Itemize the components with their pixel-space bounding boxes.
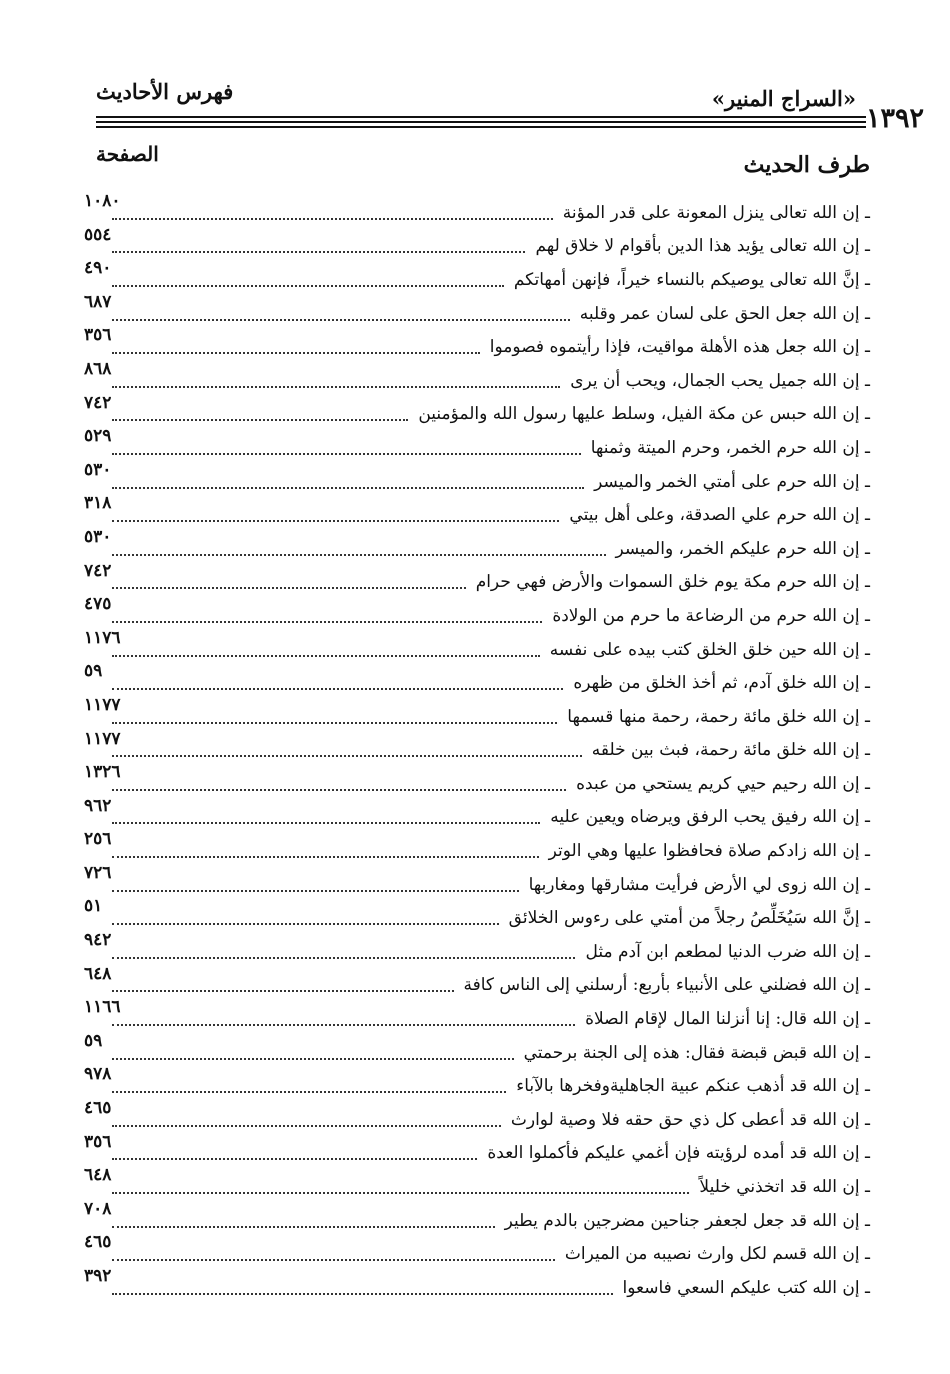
dot-leader (112, 319, 570, 321)
dot-leader (112, 990, 454, 992)
hadith-text: ـ إن الله حرم علي الصدقة، وعلى أهل بيتي (569, 505, 870, 526)
index-entry (84, 895, 870, 929)
hadith-text: ـ إن الله قد أعطى كل ذي حق حقه فلا وصية لوارث (510, 1109, 870, 1130)
index-entry (84, 1030, 870, 1064)
index-entry (84, 1265, 870, 1299)
section-title: فهرس الأحاديث (96, 79, 234, 104)
index-entry (84, 425, 870, 459)
page-reference: ٥٣٠ (84, 526, 112, 547)
hadith-text: ـ إن الله حرم عليكم الخمر، والميسر (615, 538, 870, 559)
page-reference: ١٠٨٠ (84, 191, 121, 211)
page-reference: ١١٧٧ (84, 694, 121, 715)
page-reference: ١١٧٦ (84, 627, 121, 648)
index-entry (84, 257, 870, 291)
dot-leader (112, 957, 575, 959)
hadith-text: ـ إن الله قد أذهب عنكم عبية الجاهليةوفخرها بالآباء (516, 1076, 870, 1097)
hadith-index-list (84, 190, 870, 1299)
index-entry (84, 1198, 870, 1232)
dot-leader (112, 352, 480, 354)
index-entry (84, 929, 870, 963)
page-reference: ١١٦٦ (84, 997, 121, 1018)
page-reference: ٩٤٢ (84, 930, 112, 951)
hadith-text: ـ إن الله ضرب الدنيا لمطعم ابن آدم مثل (585, 941, 870, 962)
hadith-text: ـ إن الله حين خلق الخلق كتب بيده على نفسه (549, 639, 870, 660)
dot-leader (112, 218, 553, 220)
index-entry (84, 862, 870, 896)
index-entry (84, 392, 870, 426)
hadith-column-header: طرف الحديث (743, 152, 870, 178)
page-reference: ٦٤٨ (84, 1165, 112, 1186)
index-entry (84, 996, 870, 1030)
page-reference: ٣٥٦ (84, 1131, 112, 1152)
hadith-text: ـ إن الله قد أمده لرؤيته فإن أغمي عليكم فأكملوا العدة (487, 1143, 870, 1164)
index-entry (84, 728, 870, 762)
hadith-text: ـ إن الله قال: إنا أنزلنا المال لإقام الصلاة (585, 1009, 870, 1030)
hadith-text: ـ إن الله تعالى يؤيد هذا الدين بأقوام لا خلاق لهم (535, 236, 870, 257)
dot-leader (112, 1226, 495, 1228)
header-rule-top (96, 116, 866, 118)
index-entry (84, 224, 870, 258)
book-title: «السراج المنير» (711, 86, 856, 111)
dot-leader (112, 755, 582, 757)
index-entry (84, 963, 870, 997)
dot-leader (112, 1125, 501, 1127)
dot-leader (112, 655, 540, 657)
dot-leader (112, 554, 606, 556)
index-entry (84, 324, 870, 358)
index-entry (84, 1131, 870, 1165)
page-reference: ٨٦٨ (84, 358, 112, 379)
hadith-text: ـ إنَّ الله سَيُخَلِّصُ رجلاً من أمتي على رءوس الخلائق (508, 908, 870, 929)
dot-leader (112, 856, 539, 858)
index-entry (84, 492, 870, 526)
hadith-text: ـ إن الله كتب عليكم السعي فاسعوا (622, 1277, 870, 1298)
hadith-text: ـ إن الله حرم من الرضاعة ما حرم من الولادة (552, 605, 870, 626)
page-reference: ٦٤٨ (84, 963, 112, 984)
hadith-text: ـ إن الله قد اتخذني خليلاً (699, 1177, 870, 1198)
header-rule-middle (96, 121, 866, 123)
hadith-text: ـ إن الله جعل هذه الأهلة مواقيت، فإذا رأيتموه فصوموا (489, 337, 870, 358)
dot-leader (112, 890, 519, 892)
hadith-text: ـ إن الله رحيم حيي كريم يستحي من عبده (576, 773, 870, 794)
dot-leader (112, 285, 504, 287)
page-reference: ٣٩٢ (84, 1266, 112, 1286)
page-reference: ٤٦٥ (84, 1098, 112, 1119)
hadith-text: ـ إن الله قسم لكل وارث نصيبه من الميراث (564, 1244, 870, 1265)
index-entry (84, 1164, 870, 1198)
dot-leader (112, 1259, 555, 1261)
page-reference: ٩٦٢ (84, 795, 112, 816)
header-rule-bottom (96, 126, 866, 128)
index-entry (84, 694, 870, 728)
page-reference: ٧٤٢ (84, 560, 112, 581)
page-reference: ٧٠٨ (84, 1198, 112, 1219)
hadith-text: ـ إن الله رفيق يحب الرفق ويرضاه ويعين عليه (550, 807, 870, 828)
dot-leader (112, 453, 581, 455)
dot-leader (112, 822, 540, 824)
page-reference: ٦٨٧ (84, 291, 112, 312)
page-reference: ١٣٢٦ (84, 762, 121, 783)
index-entry (84, 291, 870, 325)
dot-leader (112, 419, 408, 421)
dot-leader (112, 251, 525, 253)
page-reference: ٢٥٦ (84, 829, 112, 850)
hadith-text: ـ إن الله قد جعل لجعفر جناحين مضرجين بالدم يطير (504, 1210, 870, 1231)
index-entry (84, 761, 870, 795)
page-reference: ٤٩٠ (84, 258, 112, 279)
index-entry (84, 593, 870, 627)
page-reference: ٥٢٩ (84, 426, 112, 447)
dot-leader (112, 789, 566, 791)
dot-leader (112, 487, 584, 489)
page-header (96, 78, 924, 134)
index-entry (84, 1063, 870, 1097)
dot-leader (112, 688, 563, 690)
page-reference: ٣١٨ (84, 493, 112, 514)
index-entry (84, 627, 870, 661)
dot-leader (112, 1158, 477, 1160)
hadith-text: ـ إن الله جميل يحب الجمال، ويحب أن يرى (570, 370, 870, 391)
index-entry (84, 190, 870, 224)
dot-leader (112, 386, 560, 388)
hadith-text: ـ إن الله فضلني على الأنبياء بأربع: أرسلني إلى الناس كافة (463, 975, 870, 996)
page-column-header: الصفحة (96, 142, 159, 166)
page-reference: ٥١ (84, 896, 103, 917)
dot-leader (112, 1024, 575, 1026)
index-entry (84, 459, 870, 493)
hadith-text: ـ إن الله تعالى ينزل المعونة على قدر المؤنة (562, 202, 870, 223)
dot-leader (112, 1293, 613, 1295)
dot-leader (112, 1192, 689, 1194)
index-entry (84, 1097, 870, 1131)
page-reference: ٩٧٨ (84, 1064, 112, 1085)
hadith-text: ـ إن الله حرم على أمتي الخمر والميسر (594, 471, 870, 492)
index-entry (84, 828, 870, 862)
page-reference: ١١٧٧ (84, 728, 121, 749)
page-reference: ٥٩ (84, 661, 103, 682)
dot-leader (112, 1091, 506, 1093)
dot-leader (112, 621, 542, 623)
page-reference: ٥٣٠ (84, 459, 112, 480)
hadith-text: ـ إن الله خلق مائة رحمة، فبث بين خلقه (591, 740, 870, 761)
hadith-text: ـ إن الله جعل الحق على لسان عمر وقلبه (579, 303, 870, 324)
index-entry (84, 1231, 870, 1265)
hadith-text: ـ إن الله زوى لي الأرض فرأيت مشارقها ومغاربها (528, 874, 870, 895)
hadith-text: ـ إن الله حرم الخمر، وحرم الميتة وثمنها (590, 437, 870, 458)
hadith-text: ـ إن الله حبس عن مكة الفيل، وسلط عليها رسول الله والمؤمنين (418, 404, 870, 425)
hadith-text: ـ إن الله قبض قبضة فقال: هذه إلى الجنة برحمتي (523, 1042, 870, 1063)
hadith-text: ـ إن الله خلق آدم، ثم أخذ الخلق من ظهره (573, 673, 870, 694)
index-entry (84, 358, 870, 392)
index-entry (84, 560, 870, 594)
page-reference: ٣٥٦ (84, 325, 112, 346)
dot-leader (112, 520, 559, 522)
dot-leader (112, 923, 499, 925)
page-reference: ٥٩ (84, 1030, 103, 1051)
page-number: ١٣٩٢ (865, 103, 924, 134)
hadith-text: ـ إن الله زادكم صلاة فحافظوا عليها وهي الوتر (548, 841, 870, 862)
dot-leader (112, 722, 557, 724)
index-entry (84, 795, 870, 829)
page-reference: ٤٦٥ (84, 1232, 112, 1253)
hadith-text: ـ إنَّ الله تعالى يوصيكم بالنساء خيراً، فإنهن أمهاتكم (513, 269, 870, 290)
dot-leader (112, 1058, 514, 1060)
index-entry (84, 660, 870, 694)
page-reference: ٧٢٦ (84, 862, 112, 883)
index-entry (84, 526, 870, 560)
page-reference: ٥٥٤ (84, 224, 112, 245)
hadith-text: ـ إن الله خلق مائة رحمة، رحمة منها قسمها (567, 706, 870, 727)
page-reference: ٤٧٥ (84, 594, 112, 615)
dot-leader (112, 587, 466, 589)
hadith-text: ـ إن الله حرم مكة يوم خلق السموات والأرض فهي حرام (475, 572, 870, 593)
page-reference: ٧٤٢ (84, 392, 112, 413)
column-headers (96, 142, 870, 182)
